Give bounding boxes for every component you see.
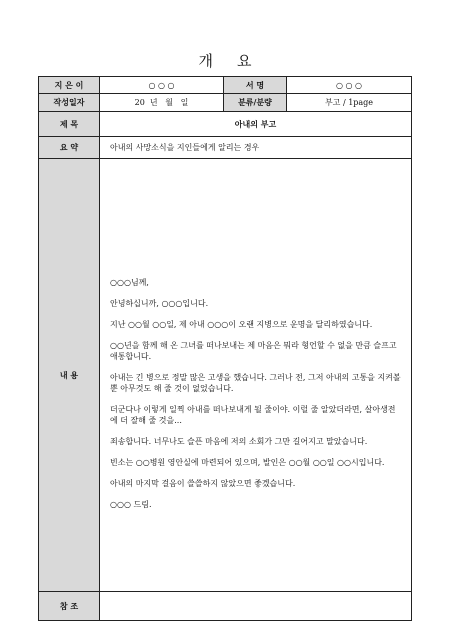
reference-row bbox=[39, 592, 412, 621]
author-label: 지 은 이 bbox=[39, 77, 100, 94]
reference-value bbox=[100, 592, 412, 621]
author-value: ○ ○ ○ bbox=[100, 77, 224, 94]
category-label: 분류/분량 bbox=[224, 94, 287, 112]
content-paragraph: 아내의 마지막 걸음이 쓸쓸하지 않았으면 좋겠습니다. bbox=[110, 478, 296, 488]
content-paragraph: 더군다나 이렇게 일찍 아내를 떠나보내게 될 줄이야. 이럴 줄 알았더라면, 살아생전에 더 잘해 줄 것을... bbox=[110, 404, 396, 425]
content-paragraph: ○○○ 드림. bbox=[110, 499, 152, 509]
page-title bbox=[0, 50, 450, 71]
reference-label: 참 조 bbox=[39, 592, 100, 621]
summary-label: 요 약 bbox=[39, 137, 100, 159]
content-paragraph: ○○○님께, bbox=[110, 277, 149, 287]
content-paragraph: 지난 ○○월 ○○일, 제 아내 ○○○이 오랜 지병으로 운명을 달리하였습니다. bbox=[110, 319, 373, 329]
content-paragraph: ○○년을 함께 해 온 그녀를 떠나보내는 제 마음은 뭐라 형언할 수 없을 만큼 슬프고 애통합니다. bbox=[110, 340, 397, 361]
page-title-char-2: 요 bbox=[237, 52, 252, 70]
content-paragraph: 아내는 긴 병으로 정말 많은 고생을 했습니다. 그러나 전, 그저 아내의 고통을 지켜볼 뿐 아무것도 해 줄 것이 없었습니다. bbox=[110, 372, 401, 393]
content-paragraph: 빈소는 ○○병원 영안실에 마련되어 있으며, 발인은 ○○월 ○○일 ○○시입니다. bbox=[110, 457, 385, 467]
page-title-char-1: 개 bbox=[198, 52, 213, 70]
content-paragraph: 안녕하십니까, ○○○입니다. bbox=[110, 298, 209, 308]
name-value: ○ ○ ○ bbox=[287, 77, 412, 94]
author-row bbox=[39, 77, 412, 94]
date-row bbox=[39, 94, 412, 112]
date-label: 작성일자 bbox=[39, 94, 100, 112]
content-paragraph: 죄송합니다. 너무나도 슬픈 마음에 저의 소회가 그만 길어지고 말았습니다. bbox=[110, 436, 368, 446]
content-row bbox=[39, 159, 412, 592]
content-body bbox=[100, 159, 412, 592]
subject-row bbox=[39, 112, 412, 137]
summary-value: 아내의 사망소식을 지인들에게 알리는 경우 bbox=[100, 137, 412, 159]
overview-form-table bbox=[38, 76, 412, 621]
name-label: 서 명 bbox=[224, 77, 287, 94]
subject-label: 제 목 bbox=[39, 112, 100, 137]
content-label: 내 용 bbox=[39, 159, 100, 592]
category-value: 부고 / 1page bbox=[287, 94, 412, 112]
subject-value: 아내의 부고 bbox=[100, 112, 412, 137]
date-value: 20 년 월 일 bbox=[100, 94, 224, 112]
summary-row bbox=[39, 137, 412, 159]
